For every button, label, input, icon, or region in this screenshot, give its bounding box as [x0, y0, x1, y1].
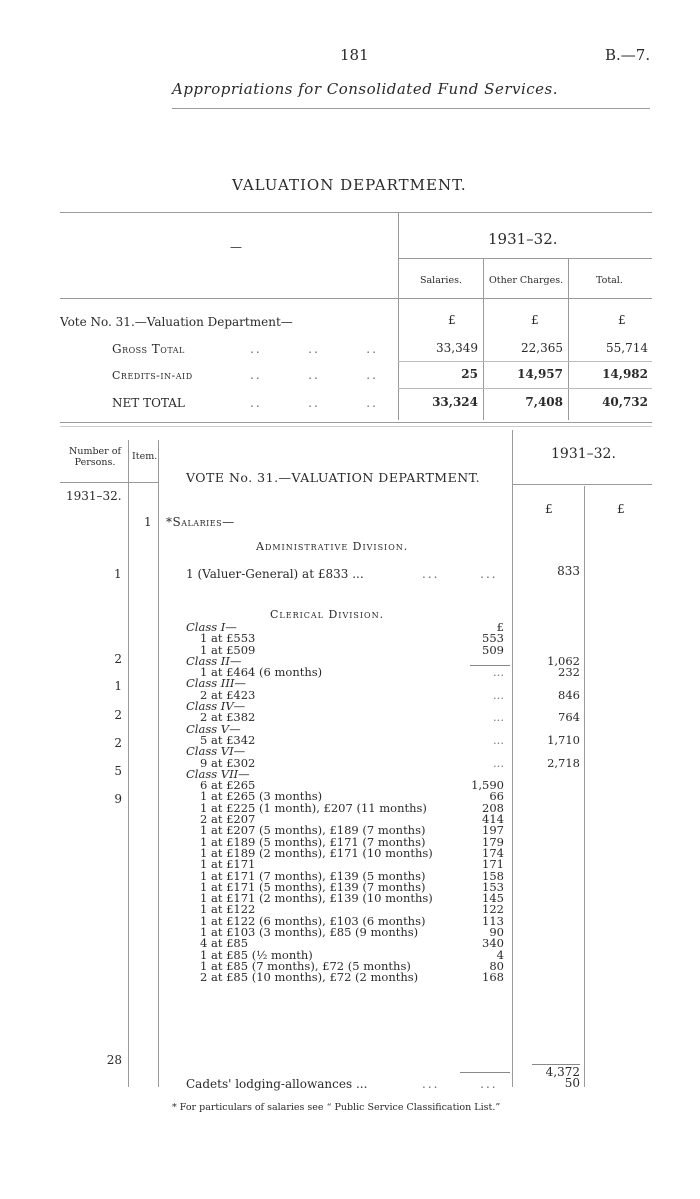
inner-amount: 179	[482, 834, 504, 849]
inner-amount: ...	[493, 755, 504, 770]
clerical-line: Class I—	[186, 620, 237, 634]
inner-amount: 208	[482, 800, 504, 815]
clerical-line: 1 at £189 (5 months), £171 (7 months)	[200, 834, 426, 849]
clerical-line: 2 at £382	[200, 710, 256, 725]
outer-amount	[514, 837, 580, 848]
outer-amounts	[514, 622, 580, 984]
clerical-line: 5 at £342	[200, 732, 256, 747]
outer-amount	[514, 622, 580, 633]
inner-amount: 174	[482, 845, 504, 860]
clerical-line: Class II—	[186, 653, 242, 668]
admin-persons: 1	[114, 567, 122, 581]
inner-amount: 90	[489, 925, 504, 940]
inner-amount: 168	[482, 970, 504, 985]
persons-class-vi: 9	[114, 792, 122, 806]
clerical-line: 1 at £171 (7 months), £139 (5 months)	[200, 868, 426, 883]
clerical-line: Class VII—	[186, 766, 250, 781]
outer-amount	[514, 848, 580, 859]
clerical-line: 9 at £302	[200, 755, 256, 770]
vote-title: VOTE No. 31.—VALUATION DEPARTMENT.	[186, 470, 481, 485]
clerical-line: 1 at £122	[200, 902, 256, 917]
inner-amount: 113	[482, 913, 504, 928]
inner-amount: 553	[482, 631, 504, 646]
inner-amount: 340	[482, 936, 504, 951]
persons-class-i: 2	[114, 652, 122, 666]
inner-amount: 171	[482, 857, 504, 872]
outer-amount	[514, 769, 580, 780]
clerical-line: 1 at £553	[200, 631, 256, 646]
salaries-heading: *Salaries—	[166, 515, 235, 529]
outer-amount	[514, 916, 580, 927]
outer-amount: 2,718	[547, 755, 580, 770]
header-rule	[172, 108, 650, 109]
currency-col-2: £	[617, 502, 625, 516]
inner-amount: 122	[482, 902, 504, 917]
clerical-line: 1 at £207 (5 months), £189 (7 months)	[200, 823, 426, 838]
footnote: * For particulars of salaries see “ Public Service Classification List.”	[172, 1102, 501, 1113]
clerical-division-heading: Clerical Division.	[270, 608, 385, 621]
outer-amount	[514, 961, 580, 972]
clerical-line: 1 at £509	[200, 642, 256, 657]
outer-amount	[514, 871, 580, 882]
clerical-line: 1 at £171 (5 months), £139 (7 months)	[200, 879, 426, 894]
persons-class-vii: 28	[106, 1053, 122, 1067]
outer-amount	[514, 950, 580, 961]
department-title: VALUATION DEPARTMENT.	[232, 176, 467, 194]
persons-class-iv: 2	[114, 736, 122, 750]
col-other-charges: Other Charges.	[489, 275, 564, 286]
outer-amount: 764	[558, 710, 580, 725]
outer-amount	[514, 859, 580, 870]
currency-total: £	[618, 313, 626, 327]
inner-amount: ...	[493, 665, 504, 680]
clerical-line: Class III—	[186, 676, 246, 691]
clerical-line: 4 at £85	[200, 936, 249, 951]
detail-year-left: 1931–32.	[66, 489, 122, 503]
inner-amount: 1,590	[471, 778, 504, 793]
outer-amount	[514, 904, 580, 915]
col-salaries: Salaries.	[420, 275, 462, 286]
outer-amount	[514, 882, 580, 893]
outer-amount	[514, 780, 580, 791]
outer-amount: 1,710	[547, 732, 580, 747]
inner-amount: 145	[482, 891, 504, 906]
inner-amount: ...	[493, 687, 504, 702]
cadets-amount: 50	[564, 1076, 580, 1090]
inner-amount: ...	[493, 732, 504, 747]
admin-line: 1 (Valuer-General) at £833 ...	[186, 567, 364, 581]
class-total: 4,372	[545, 1065, 580, 1079]
col-item: Item.	[132, 451, 158, 462]
outer-amount	[514, 927, 580, 938]
detail-year: 1931–32.	[551, 446, 616, 462]
summary-dash: —	[230, 240, 242, 254]
outer-amount	[514, 938, 580, 949]
outer-amount: 232	[558, 665, 580, 680]
outer-amount	[514, 814, 580, 825]
outer-amount	[514, 972, 580, 983]
clerical-line: 1 at £265 (3 months)	[200, 789, 323, 804]
outer-amount: 1,062	[547, 653, 580, 668]
clerical-line: 1 at £171	[200, 857, 256, 872]
currency-salaries: £	[448, 313, 456, 327]
clerical-line: 2 at £207	[200, 812, 256, 827]
page-title: Appropriations for Consolidated Fund Services.	[172, 80, 559, 98]
clerical-line: Class V—	[186, 721, 241, 736]
page-number: 181	[340, 46, 369, 64]
clerical-line: 1 at £225 (1 month), £207 (11 months)	[200, 800, 427, 815]
inner-amounts	[440, 622, 504, 984]
clerical-line: Class IV—	[186, 699, 246, 714]
inner-amount: 509	[482, 642, 504, 657]
inner-amount: 158	[482, 868, 504, 883]
clerical-line: 1 at £464 (6 months)	[200, 665, 323, 680]
vote-label: Vote No. 31.—Valuation Department—	[60, 315, 293, 329]
inner-amount: 4	[496, 947, 504, 962]
clerical-line: 1 at £171 (2 months), £139 (10 months)	[200, 891, 433, 906]
inner-amount: ...	[493, 710, 504, 725]
col-number-of-persons: Number of Persons.	[69, 446, 121, 468]
admin-amount: 833	[557, 564, 580, 578]
summary-year: 1931–32.	[488, 230, 558, 248]
currency-other: £	[531, 313, 539, 327]
outer-amount: 846	[558, 687, 580, 702]
outer-amount	[514, 893, 580, 904]
col-total: Total.	[596, 275, 623, 286]
inner-amount: 153	[482, 879, 504, 894]
inner-amount: 197	[482, 823, 504, 838]
persons-class-v: 5	[114, 764, 122, 778]
inner-amount: £	[496, 620, 504, 634]
persons-class-ii: 1	[114, 679, 122, 693]
outer-amount	[514, 825, 580, 836]
clerical-line: 2 at £85 (10 months), £72 (2 months)	[200, 970, 419, 985]
persons-class-iii: 2	[114, 708, 122, 722]
page-reference: B.—7.	[605, 46, 651, 64]
clerical-line: 1 at £85 (7 months), £72 (5 months)	[200, 958, 411, 973]
currency-col-1: £	[545, 502, 553, 516]
item-number: 1	[144, 515, 152, 529]
clerical-line: 1 at £85 (½ month)	[200, 947, 313, 962]
outer-amount	[514, 803, 580, 814]
inner-amount: 414	[482, 812, 504, 827]
inner-amount: 66	[489, 789, 504, 804]
inner-amount: 80	[489, 958, 504, 973]
cadets-label: Cadets' lodging-allowances ...	[186, 1077, 368, 1091]
clerical-line: 1 at £122 (6 months), £103 (6 months)	[200, 913, 426, 928]
clerical-line: 2 at £423	[200, 687, 256, 702]
admin-division-heading: Administrative Division.	[256, 540, 409, 553]
outer-amount	[514, 791, 580, 802]
clerical-line: 1 at £189 (2 months), £171 (10 months)	[200, 845, 433, 860]
clerical-lines	[186, 622, 433, 984]
clerical-line: 1 at £103 (3 months), £85 (9 months)	[200, 925, 419, 940]
clerical-line: Class VI—	[186, 744, 246, 759]
clerical-line: 6 at £265	[200, 778, 256, 793]
outer-amount	[514, 633, 580, 644]
